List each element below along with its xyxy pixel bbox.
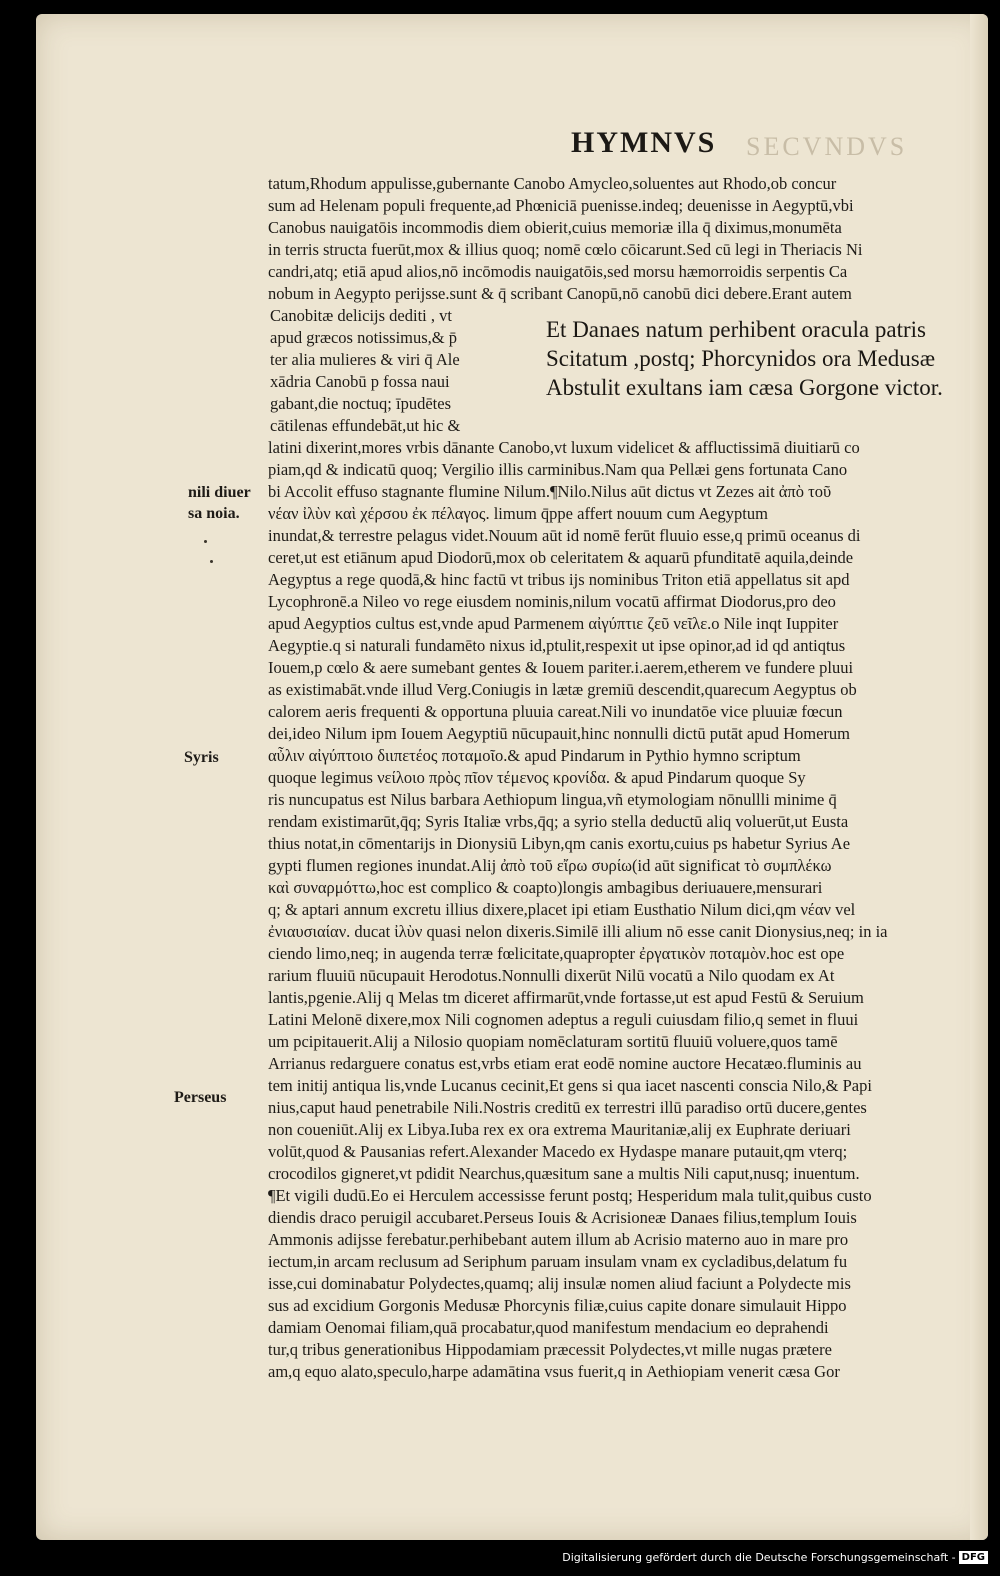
verse-line: Et Danaes natum perhibent oracula patris: [546, 317, 926, 342]
body-line: nobum in Aegypto perijsse.sunt & q̄ scribant Canopū,nō canobū dici debere.Erant autem: [268, 284, 852, 303]
body-line: ¶Et vigili dudū.Eo ei Herculem accessisse ferunt postq; Hesperidum mala tulit,quibus custo: [268, 1186, 872, 1205]
body-line: in terris structa fuerūt,mox & illius quoq; nomē cœlo cōicarunt.Sed cū legi in Theriacis Ni: [268, 240, 863, 259]
body-line: as existimabāt.vnde illud Verg.Coniugis in lætæ gremiū descendit,quarecum Aegyptus ob: [268, 680, 857, 699]
body-line: piam,qd & indicatū quoq; Vergilio illis carminibus.Nam qua Pellæi gens fortunata Cano: [268, 460, 848, 479]
body-line: Aegyptus a rege quodā,& hinc factū vt tribus ijs nominibus Triton etiā appellatus sit apd: [268, 570, 850, 589]
body-line: sus ad excidium Gorgonis Medusæ Phorcynis filiæ,cuius capite donare simulauit Hippo: [268, 1296, 847, 1315]
ink-speck: [210, 560, 213, 563]
body-line: Arrianus redarguere conatus est,vrbs etiam erat eodē nomine auctore Hecatæo.fluminis au: [268, 1054, 862, 1073]
margin-note-nili: nili diuer: [188, 484, 251, 501]
body-line: tatum,Rhodum appulisse,gubernante Canobo Amycleo,soluentes aut Rhodo,ob concur: [268, 174, 837, 193]
margin-note-syris: Syris: [184, 749, 219, 766]
show-through-heading: SECVNDVS: [746, 132, 908, 161]
wrap-line: gabant,die noctuq; īpudētes: [270, 394, 451, 413]
body-line: Iouem,p cœlo & aere sumebant gentes & Iouem pariter.i.aerem,etherem ve fundere pluui: [268, 658, 854, 677]
credit-text: Digitalisierung gefördert durch die Deutsche Forschungsgemeinschaft -: [562, 1551, 956, 1564]
body-line: diendis draco peruigil accubaret.Perseus Iouis & Acrisioneæ Danaes filius,templum Iouis: [268, 1208, 857, 1227]
body-line: Ammonis adijsse ferebatur.perhibebant autem illum ab Acrisio materno auo in mare pro: [268, 1230, 849, 1249]
body-line: αὖλιν αἰγύπτοιο διιπετέος ποταμοῖο.& apud Pindarum in Pythio hymno scriptum: [268, 746, 801, 765]
body-line: am,q equo alato,speculo,harpe adamātina vsus fuerit,q in Aethiopiam venerit cæsa Gor: [268, 1362, 840, 1381]
body-line: Latini Melonē dixere,mox Nili cognomen adeptus a reguli cuiusdam filio,q semet in fluui: [268, 1010, 859, 1029]
body-line: non coueniūt.Alij ex Libya.Iuba rex ex ora extrema Mauritaniæ,alij ex Euphrate deriuari: [268, 1120, 851, 1139]
book-page: [36, 14, 988, 1540]
body-line: quoque legimus νείλοιο πρὸς πῖον τέμενος κρονίδα. & apud Pindarum quoque Sy: [268, 768, 806, 787]
body-line: rendam existimarūt,q̄q; Syris Italiæ vrbs,q̄q; a syrio stella deductū aliq voluerūt,ut Eusta: [268, 812, 849, 831]
body-line: ceret,ut est etiānum apud Diodorū,mox ob celeritatem & aquarū pfunditatē aquila,deinde: [268, 548, 854, 567]
page-edge: [970, 14, 988, 1540]
margin-note-perseus: Perseus: [174, 1089, 227, 1106]
body-line: apud Aegyptios cultus est,vnde apud Parmenem αἰγύπτιε ζεῦ νεῖλε.o Nile inqt Iuppiter: [268, 614, 839, 633]
body-line: καὶ συναρμόττω,hoc est complico & coapto)longis ambagibus deriuauere,mensurari: [268, 878, 823, 897]
wrap-line: xādria Canobū p fossa naui: [270, 372, 450, 391]
body-line: crocodilos gigneret,vt pdidit Nearchus,quæsitum sane a multis Nili caput,nusq; inuentum.: [268, 1164, 860, 1183]
body-line: latini dixerint,mores vrbis dānante Canobo,vt luxum videlicet & affluctissimā diuitiarū co: [268, 438, 860, 457]
running-head-title: HYMNVS: [571, 126, 717, 159]
body-line: tem initij antiqua lis,vnde Lucanus cecinit,Et gens si qua iacet nascenti conscia Nilo,& Papi: [268, 1076, 872, 1095]
verse-line: Scitatum ,postq; Phorcynidos ora Medusæ: [546, 346, 936, 371]
body-line: Lycophronē.a Nileo vo rege eiusdem nominis,nilum vocatū affirmat Diodorus,pro deo: [268, 592, 836, 611]
body-line: sum ad Helenam populi frequente,ad Phœniciā puenisse.indeq; deuenisse in Aegyptū,vbi: [268, 196, 854, 215]
body-line: isse,cui dominabatur Polydectes,quamq; alij insulæ nomen aliud faciunt a Polydecte mis: [268, 1274, 851, 1293]
body-line: volūt,quod & Pausanias refert.Alexander Macedo ex Hydaspe manare putauit,qm vterq;: [268, 1142, 848, 1161]
body-line: nius,caput haud penetrabile Nili.Nostris creditū ex terrestri illū paradiso ortū ducere,gentes: [268, 1098, 867, 1117]
body-line: q; & aptari annum excretu illius dixere,placet ipi etiam Eusthatio Nilum dici,qm νέαν vel: [268, 900, 856, 919]
body-line: calorem aeris frequenti & opportuna pluuia careat.Nili vo inundatōe vice pluuiæ fœcun: [268, 702, 843, 721]
body-line: damiam Oenomai filiam,quā procabatur,quod manifestum mendacium eo deprahendi: [268, 1318, 829, 1337]
digitization-credit: [562, 1551, 988, 1564]
verse-line: Abstulit exultans iam cæsa Gorgone victor.: [546, 375, 943, 400]
body-line: bi Accolit effuso stagnante flumine Nilum.¶Nilo.Nilus aūt dictus vt Zezes ait ἀπὸ τοῦ: [268, 482, 832, 501]
running-head: [571, 126, 971, 166]
body-line: iectum,in arcam reclusum ad Seriphum paruam insulam vnam ex cycladibus,delatum fu: [268, 1252, 848, 1271]
body-line: lantis,pgenie.Alij q Melas tm diceret affirmarūt,vnde fortasse,ut est apud Festū & Seruium: [268, 988, 864, 1007]
wrap-line: cātilenas effundebāt,ut hic &: [270, 416, 461, 435]
body-line: ciendo limo,neq; in augenda terræ fœlicitate,quapropter ἐργατικὸν ποταμὸν.hoc est ope: [268, 944, 845, 963]
body-line: ris nuncupatus est Nilus barbara Aethiopum lingua,vñ etymologiam nōnullli minime q̄: [268, 790, 837, 809]
wrap-line: apud græcos notissimus,& p̄: [270, 328, 458, 347]
body-line: tur,q tribus generationibus Hippodamiam præcessit Polydectes,vt mille nugas prætere: [268, 1340, 832, 1359]
body-line: thius notat,in cōmentarijs in Dionysiū Libyn,qm canis exortu,cuius ps habetur Syrius Ae: [268, 834, 851, 853]
margin-note-nili: sa noia.: [188, 505, 240, 522]
body-line: gypti flumen regiones inundat.Alij ἀπὸ τοῦ εἴρω συρίω(id aūt significat τὸ συμπλέκω: [268, 856, 832, 875]
wrap-line: Canobitæ delicijs dediti , vt: [270, 306, 452, 325]
body-line: um pcipitauerit.Alij a Nilosio quopiam nomēclaturam sortitū fluuiū voluere,quos tamē: [268, 1032, 838, 1051]
body-line: νέαν ἰλὺν καὶ χέρσου ἐκ πέλαγος. limum q̄ppe affert nouum cum Aegyptum: [268, 504, 768, 523]
body-line: inundat,& terrestre pelagus videt.Nouum aūt id nomē ferūt fluuio esse,q primū oceanus di: [268, 526, 861, 545]
body-line: Aegyptie.q si naturali fundamēto nixus id,ptulit,respexit ut ipse opinor,ad id qd antiqtus: [268, 636, 846, 655]
ink-speck: [204, 540, 207, 543]
body-line: candri,atq; etiā apud alios,nō incōmodis nauigatōis,sed morsu hæmorroidis serpentis Ca: [268, 262, 848, 281]
body-line: rarium fluuiū nūcupauit Herodotus.Nonnulli dixerūt Nilū vocatū a Nilo quodam ex At: [268, 966, 835, 985]
dfg-logo: DFG: [959, 1551, 988, 1564]
body-line: ἐνιαυσιαίαν. ducat ἰλὺν quasi nelon dixeris.Similē illi alium nō esse canit Dionysius,neq; in ia: [268, 922, 888, 941]
body-line: dei,ideo Nilum ipm Iouem Aegyptiū nūcupauit,hinc nonnulli dictū putāt apud Homerum: [268, 724, 850, 743]
body-line: Canobus nauigatōis incommodis diem obierit,cuius memoriæ illa q̄ diximus,monumēta: [268, 218, 842, 237]
wrap-line: ter alia mulieres & viri q̄ Ale: [270, 350, 460, 369]
